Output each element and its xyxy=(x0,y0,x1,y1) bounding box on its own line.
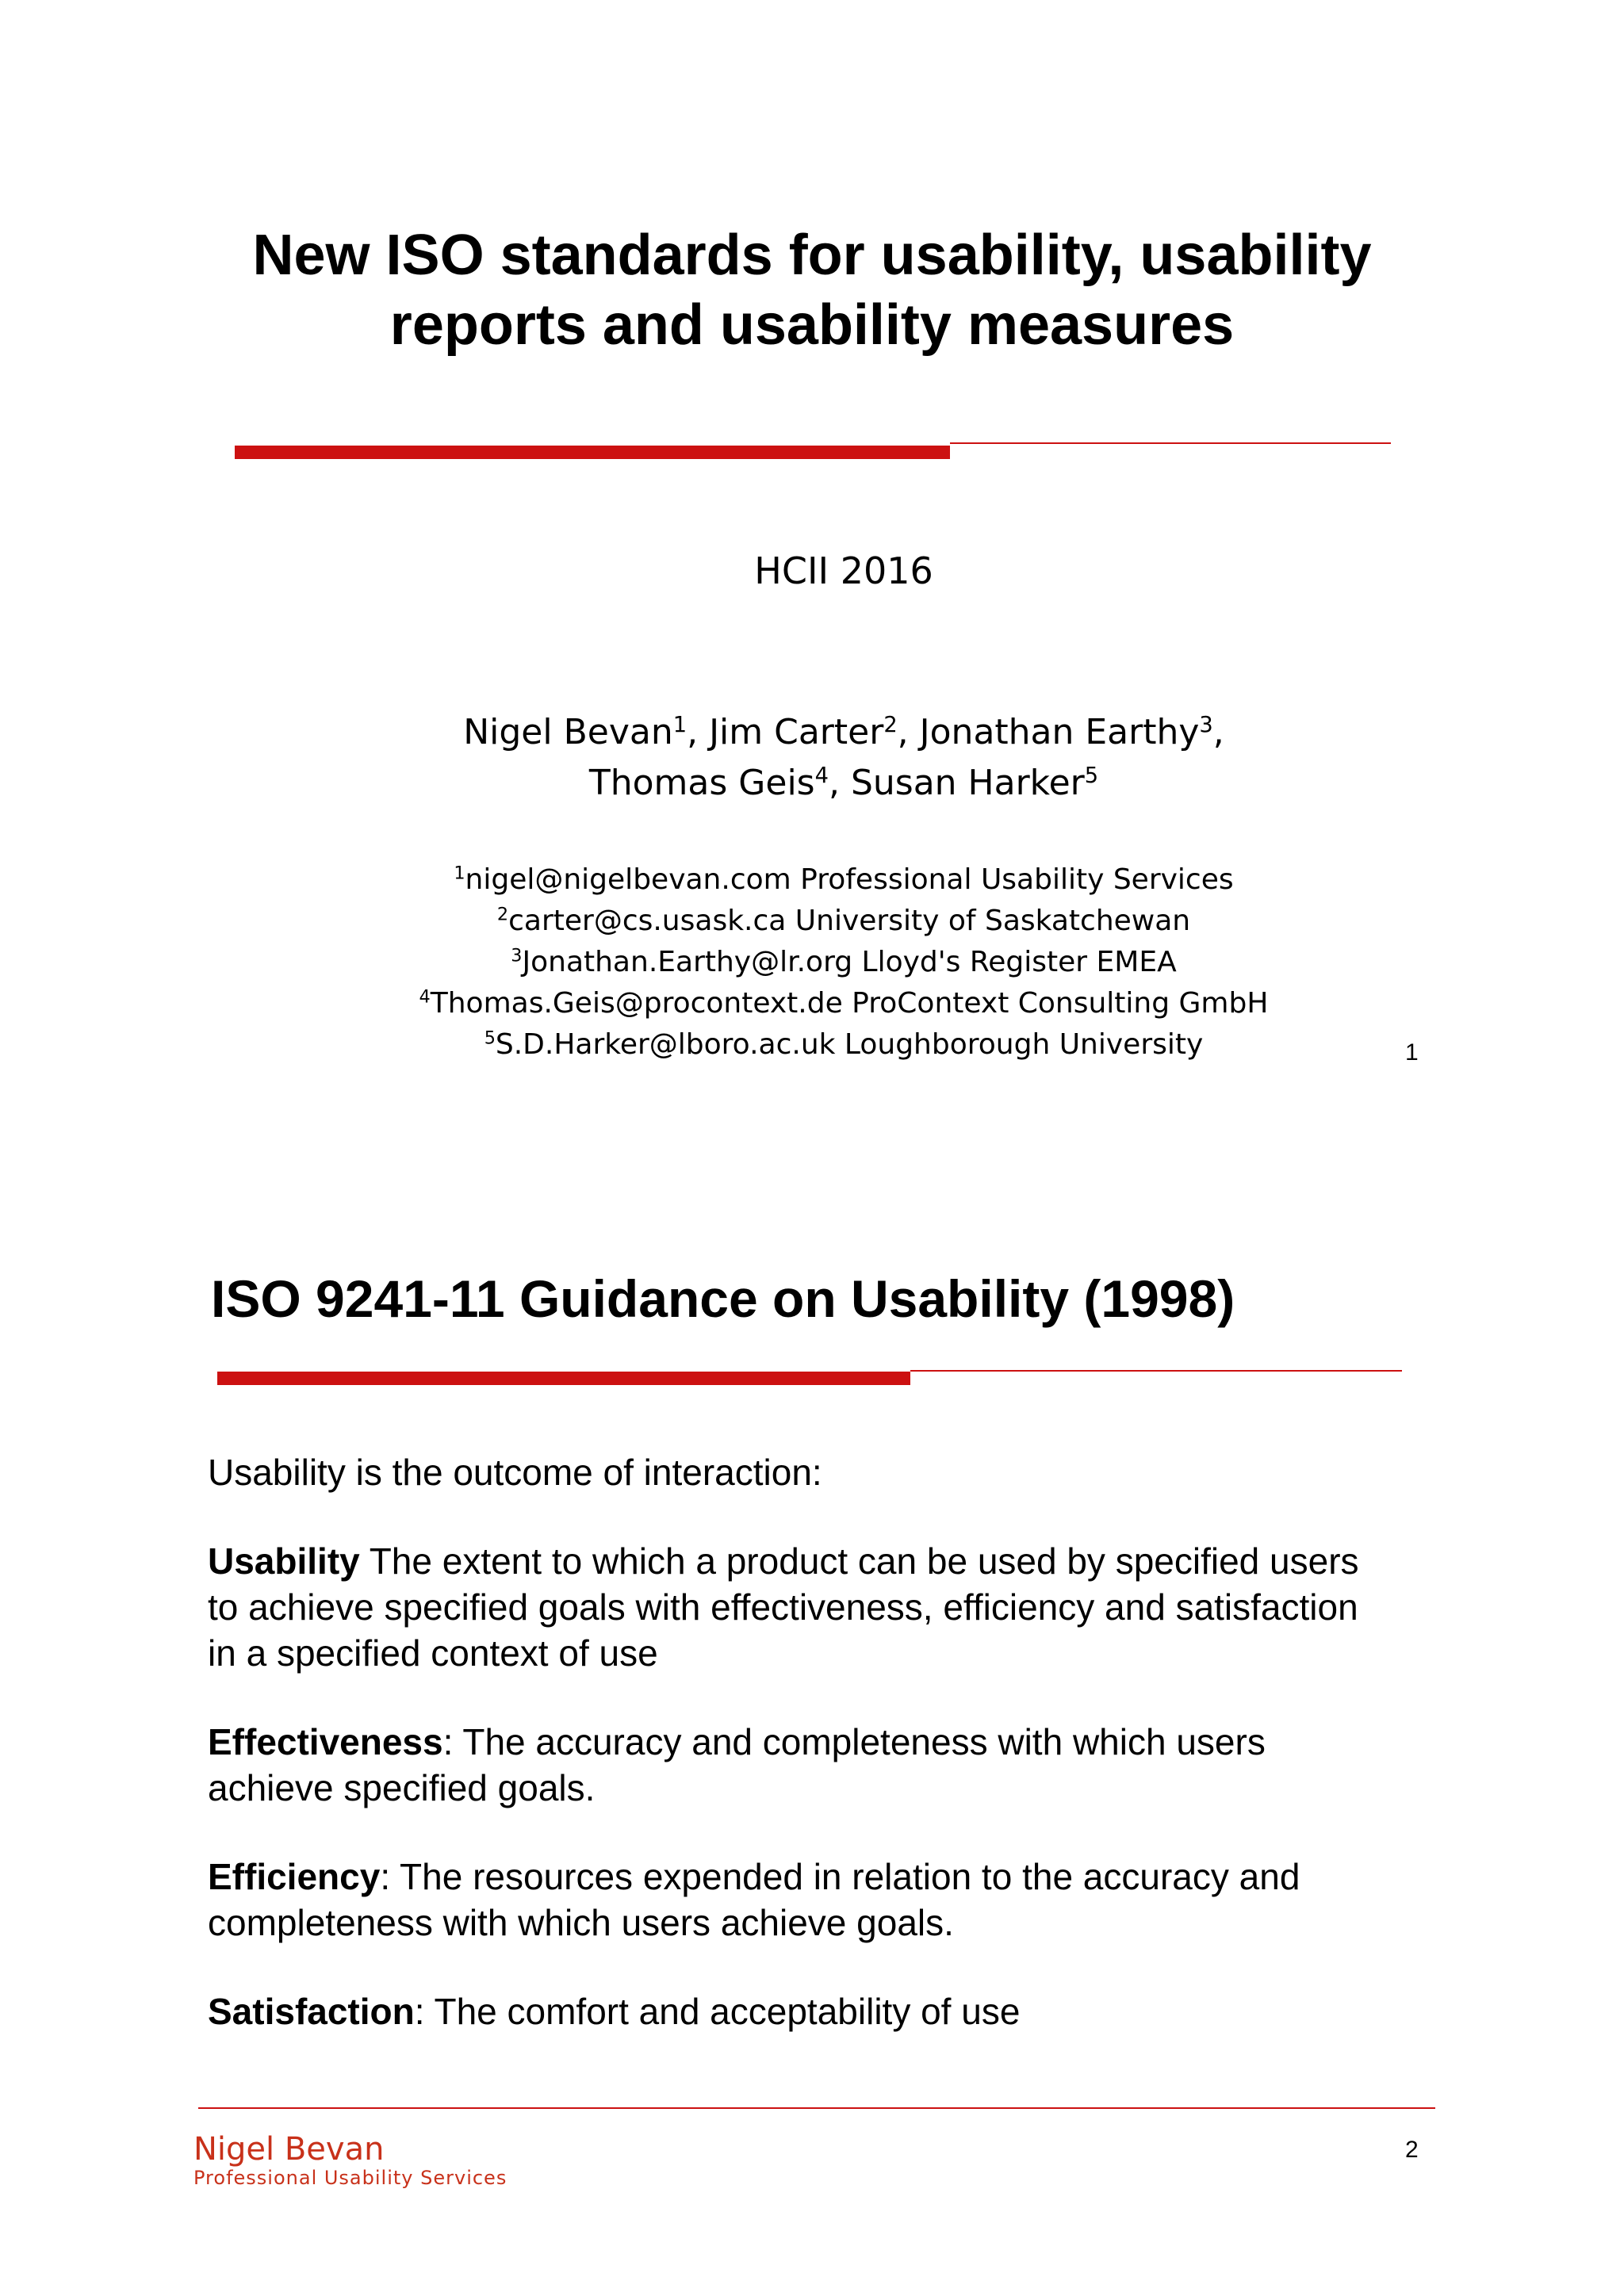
author-superscript: 1 xyxy=(672,713,688,737)
definition-text: The resources expended in relation to the accuracy and completeness with which users achieve goals. xyxy=(208,1856,1300,1943)
definition-separator xyxy=(360,1540,370,1582)
affiliation-text: Jonathan.Earthy@lr.org Lloyd's Register EMEA xyxy=(522,946,1177,978)
affiliation-superscript: 1 xyxy=(454,863,465,884)
definition-effectiveness xyxy=(208,1719,1381,1811)
definition-efficiency xyxy=(208,1854,1381,1946)
definition-usability xyxy=(208,1538,1381,1676)
author-name: Jonathan Earthy xyxy=(919,712,1200,752)
affiliation-item xyxy=(0,942,1624,983)
author-name: Thomas Geis xyxy=(588,763,815,803)
title-underline-thin xyxy=(950,442,1391,444)
author-name: Susan Harker xyxy=(850,763,1085,803)
title-underline-thick xyxy=(217,1372,910,1385)
definition-text: The accuracy and completeness with which users achieve specified goals. xyxy=(208,1721,1266,1808)
affiliation-text: S.D.Harker@lboro.ac.uk Loughborough University xyxy=(495,1028,1204,1061)
definition-text: The extent to which a product can be used by specified users to achieve specified goals with effectiveness, efficiency and satisfaction in a specified context of use xyxy=(208,1540,1359,1674)
author-name: Jim Carter xyxy=(709,712,884,752)
author-list xyxy=(0,707,1624,809)
footer-rule xyxy=(198,2107,1435,2109)
title-underline-thick xyxy=(235,446,950,459)
affiliation-superscript: 5 xyxy=(484,1027,496,1049)
definition-term: Usability xyxy=(208,1540,360,1582)
affiliation-text: nigel@nigelbevan.com Professional Usability Services xyxy=(465,863,1234,896)
affiliation-item xyxy=(0,859,1624,901)
title-line-1: New ISO standards for usability, usability xyxy=(252,224,1372,287)
page-number: 1 xyxy=(1405,1039,1419,1066)
author-line-1: Nigel Bevan$^1$, Jim Carter$^2$, Jonathan Earthy$^3$, xyxy=(463,712,1224,752)
definition-satisfaction xyxy=(208,1988,1381,2034)
author-name: Nigel Bevan xyxy=(463,712,673,752)
definitions-body xyxy=(208,1449,1381,2077)
definition-separator: : xyxy=(380,1856,400,1897)
author-superscript: 2 xyxy=(883,713,898,737)
title-line-2: reports and usability measures xyxy=(389,293,1235,357)
definition-term: Effectiveness xyxy=(208,1721,443,1762)
footer-logo-name: Nigel Bevan xyxy=(193,2131,385,2168)
affiliation-item xyxy=(0,901,1624,942)
conference-label: HCII 2016 xyxy=(754,549,933,592)
definition-term: Efficiency xyxy=(208,1856,381,1897)
page-number: 2 xyxy=(1405,2137,1419,2163)
affiliation-text: carter@cs.usask.ca University of Saskatchewan xyxy=(508,905,1191,937)
affiliation-superscript: 3 xyxy=(511,945,523,966)
affiliation-item xyxy=(0,983,1624,1024)
slide-2-title: ISO 9241-11 Guidance on Usability (1998) xyxy=(211,1269,1235,1328)
slide-1-title xyxy=(159,220,1465,360)
affiliation-text: Thomas.Geis@procontext.de ProContext Consulting GmbH xyxy=(430,987,1269,1020)
definition-separator: : xyxy=(414,1991,435,2032)
affiliation-item xyxy=(0,1024,1624,1066)
footer-logo-subtitle: Professional Usability Services xyxy=(193,2167,508,2189)
affiliation-superscript: 2 xyxy=(496,904,509,925)
affiliation-list xyxy=(0,859,1624,1066)
author-superscript: 3 xyxy=(1199,713,1213,737)
definition-term: Satisfaction xyxy=(208,1991,415,2032)
title-underline-thin xyxy=(910,1370,1402,1372)
definition-separator: : xyxy=(442,1721,463,1762)
author-superscript: 5 xyxy=(1084,763,1099,788)
slide-2 xyxy=(0,1148,1624,2296)
author-line-2: Thomas Geis$^4$, Susan Harker$^5$ xyxy=(588,763,1099,803)
affiliation-superscript: 4 xyxy=(419,986,431,1008)
definition-text: The comfort and acceptability of use xyxy=(434,1991,1021,2032)
intro-text: Usability is the outcome of interaction: xyxy=(208,1452,822,1493)
author-superscript: 4 xyxy=(814,763,829,788)
